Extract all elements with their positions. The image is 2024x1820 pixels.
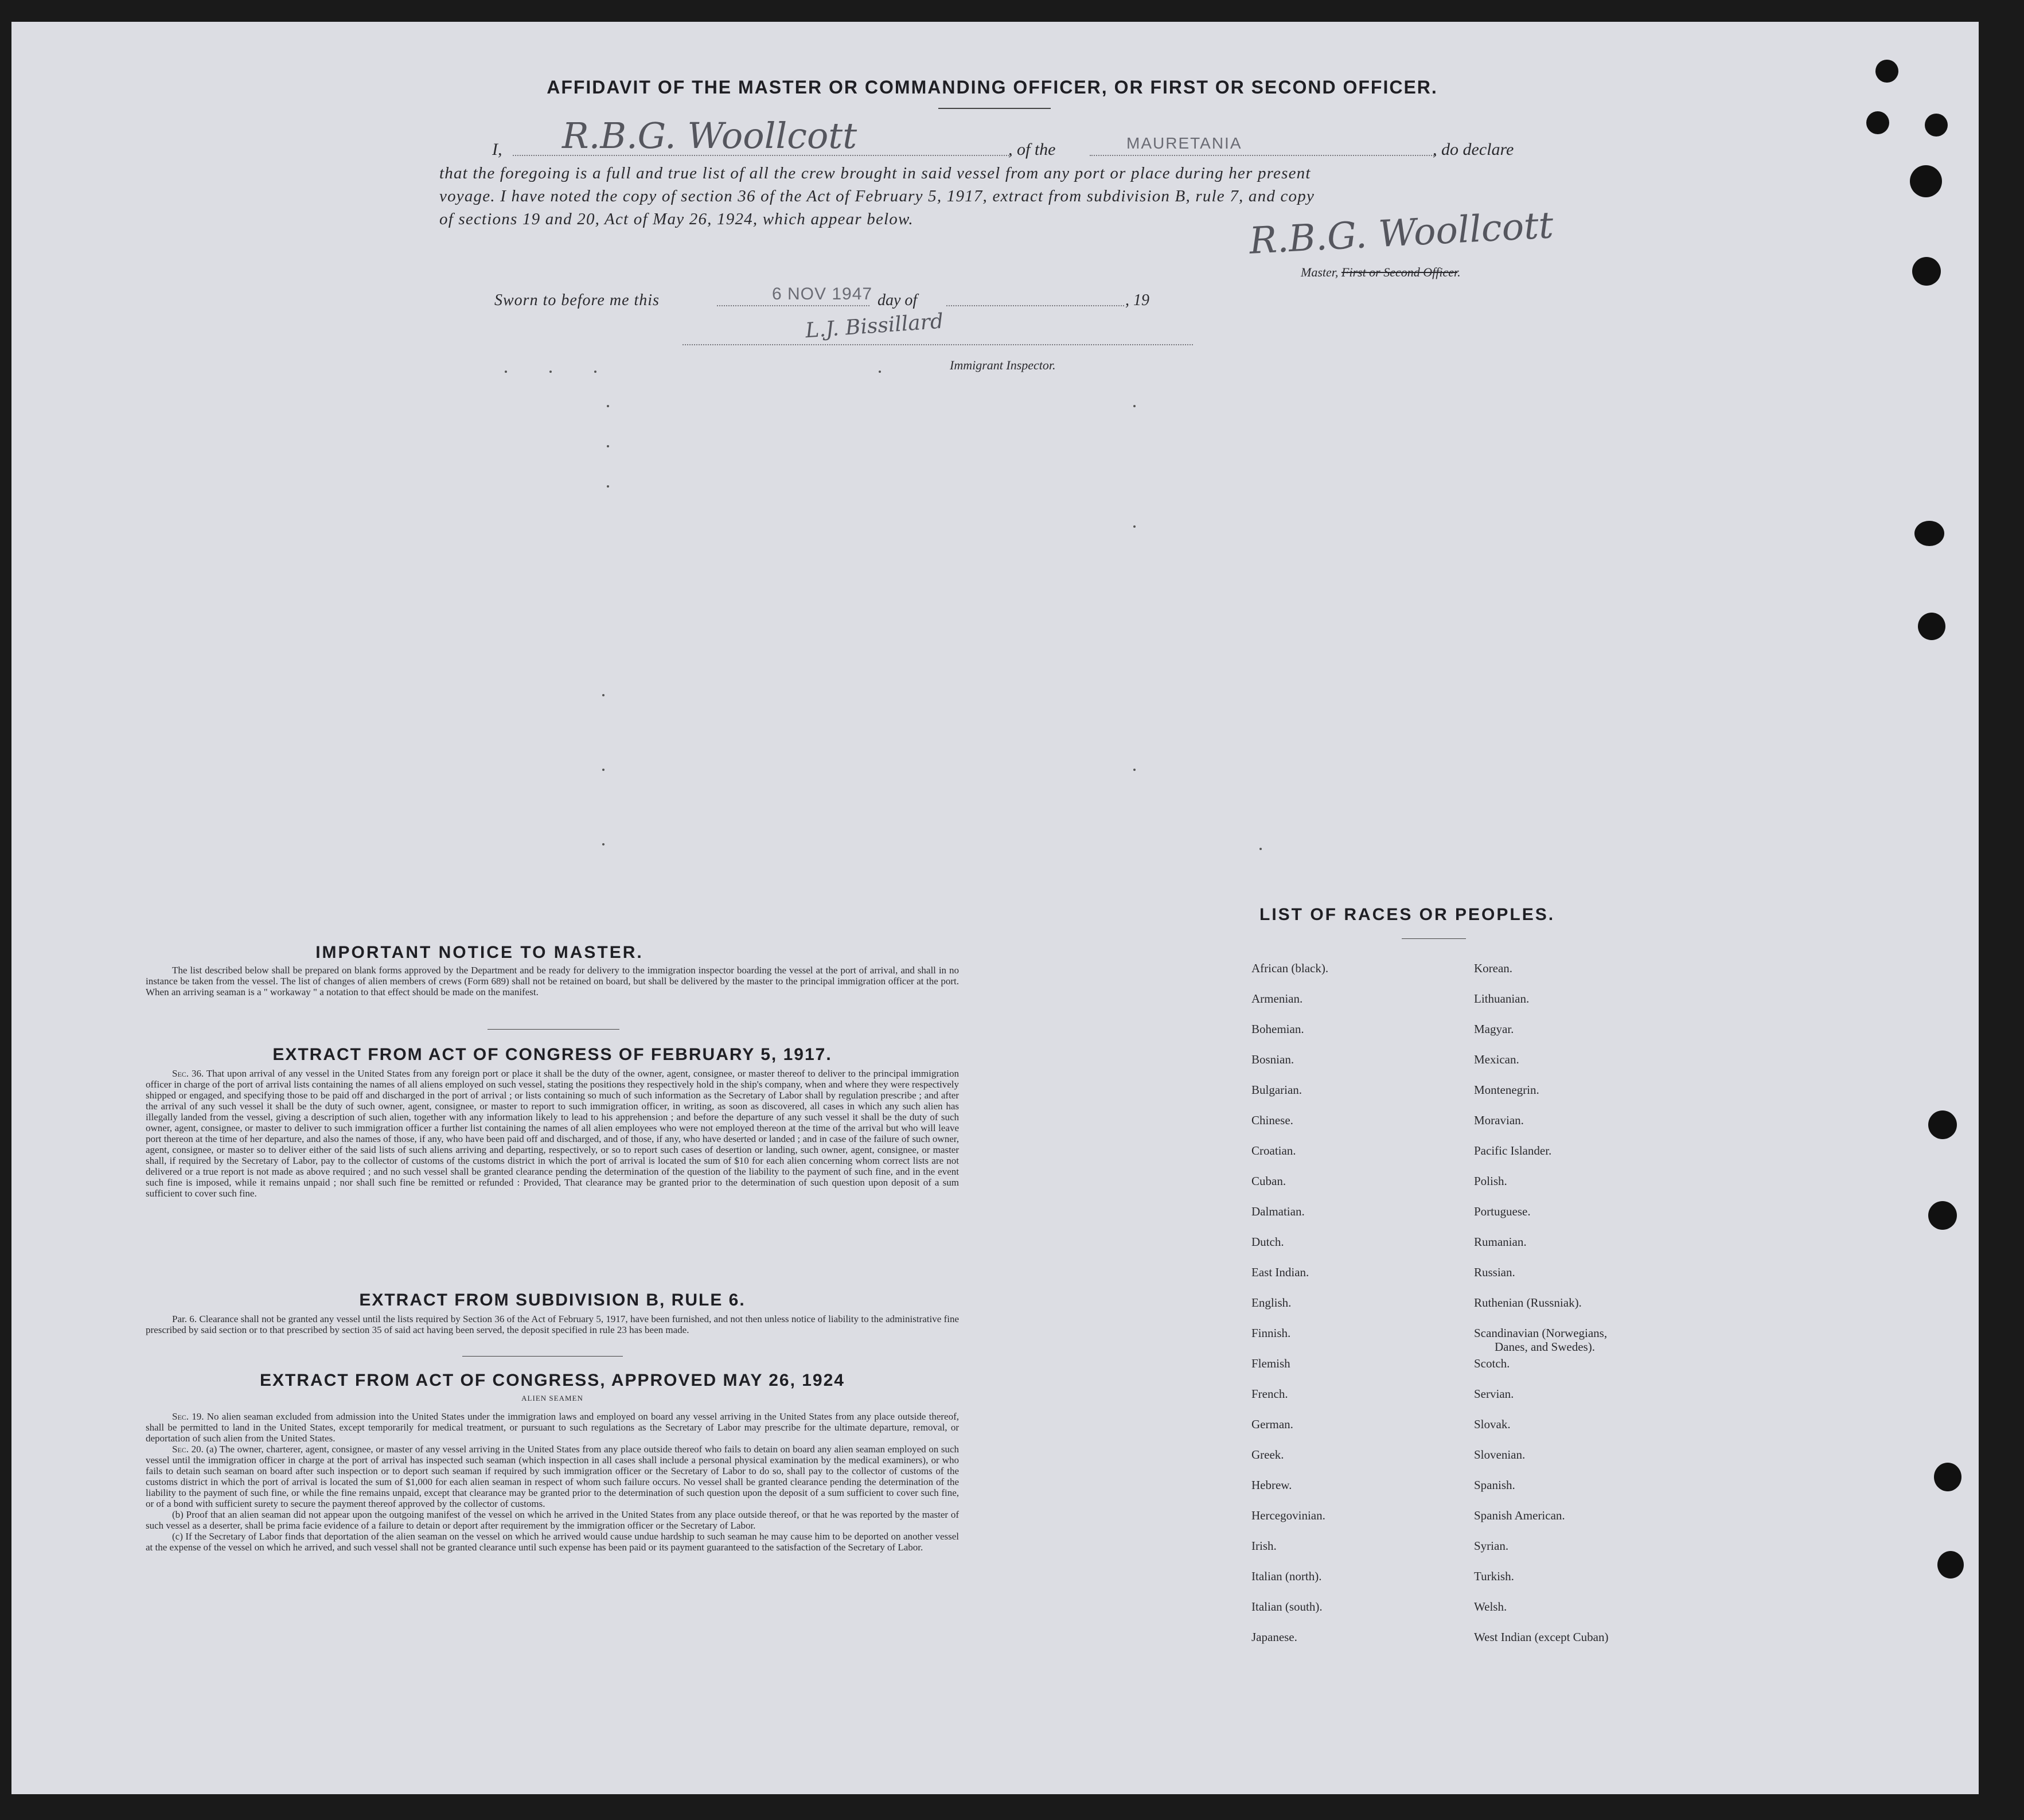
punch-hole bbox=[1875, 60, 1898, 83]
race-item: Polish. bbox=[1474, 1174, 1507, 1188]
sworn-day-blank bbox=[717, 305, 869, 306]
race-right-continuation: Danes, and Swedes). bbox=[1495, 1340, 1595, 1354]
rule-6-title: EXTRACT FROM SUBDIVISION B, RULE 6. bbox=[359, 1291, 746, 1310]
race-item: Moravian. bbox=[1474, 1113, 1524, 1127]
race-item: Lithuanian. bbox=[1474, 992, 1530, 1006]
sec-20b-text: (b) Proof that an alien seaman did not appear upon the outgoing manifest of the vessel on which he arrived in the United States from any place outside thereof, or that he was reported by the master of such vessel as a deserter, shall be prima facie evidence of a failure to detain or deport after requirement by the immigration officer or the Secretary of Labor. bbox=[146, 1509, 959, 1531]
race-item: Hebrew. bbox=[1251, 1478, 1292, 1492]
punch-hole bbox=[1866, 111, 1889, 134]
race-item: Spanish. bbox=[1474, 1478, 1515, 1492]
affidavit-line-4: of sections 19 and 20, Act of May 26, 1924, which appear below. bbox=[439, 210, 914, 228]
affidavit-title: AFFIDAVIT OF THE MASTER OR COMMANDING OFFICER, OR FIRST OR SECOND OFFICER. bbox=[547, 77, 1438, 98]
scan-mark bbox=[602, 769, 605, 771]
race-item: West Indian (except Cuban) bbox=[1474, 1630, 1609, 1644]
punch-hole bbox=[1912, 257, 1941, 286]
notice-text: The list described below shall be prepared on blank forms approved by the Department and be ready for delivery to the immigration inspector boarding the vessel at the port of arrival, and shall in no instance be taken from the vessel. The list of changes of alien members of crews (Form 689) shall not be retained on board, but shall be delivered by the master to the principal immigration officer at the port. When an arriving seaman is a " workaway " a notation to that effect should be made on the manifest. bbox=[146, 965, 959, 997]
race-item: English. bbox=[1251, 1296, 1292, 1310]
sec-20a-text: (a) The owner, charterer, agent, consignee, or master of any vessel arriving in the United States from any place outside thereof who fails to detain on board any alien seaman employed on such vessel until the immigration officer in charge at the port of arrival has inspected such seaman (which inspection in all cases shall include a personal physical examination by the medical examiners), or who fails to detain such seaman on board after such inspection or to deport such seaman if required by such immigration officer or the Secretary of Labor to do so, shall pay to the collector of customs of the customs district in which the port of arrival is located the sum of $1,000 for each alien seaman in respect of whom such failure occurs. No vessel shall be granted clearance pending the determination of the liability to the payment of such fine, or while the fine remains unpaid, except that clearance may be granted prior to the determination of such question upon the deposit of a sum sufficient to cover such fine, or of a bond with sufficient surety to secure the payment thereof approved by the collector of customs. bbox=[146, 1444, 959, 1509]
sec-36-text: That upon arrival of any vessel in the United States from any foreign port or place it shall be the duty of the owner, agent, consignee, or master thereof to deliver to the principal immigration officer in charge of the port of arrival lists containing the names of all aliens employed on such vessel, stating the positions they respectively hold in the ship's company, when and where they were respectively shipped or engaged, and specifying those to be paid off and discharged in the port of arrival ; or lists containing so much of such information as the Secretary of Labor shall by regulation prescribe ; and after the arrival of any such vessel it shall be the duty of such owner, agent, consignee, or master to report to such immigration officer, in writing, as soon as discovered, all cases in which any such alien has illegally landed from the vessel, giving a description of such alien, together with any information likely to lead to his apprehension ; and before the departure of any such vessel it shall be the duty of such owner, agent, consignee, or master to deliver to such immigration officer a further list containing the names of all alien employees who were not employed thereon at the time of the arrival but who will leave port thereon at the time of her departure, and also the names of those, if any, who have been paid off and discharged, and of those, if any, who have deserted or landed ; and in case of the failure of such owner, agent, consignee, or master so to deliver either of the said lists of such aliens arriving and departing, respectively, or so to report such cases of desertion or landing, such owner, agent, consignee, or master shall, if required by the Secretary of Labor, pay to the collector of customs of the customs district in which the port of arrival is located the sum of $10 for each alien concerning whom correct lists are not delivered or a true report is not made as above required ; and no such vessel shall be granted clearance pending the determination of the question of the liability to the payment of such fine, and in the event such fine is imposed, while it remains unpaid ; nor shall such fine be remitted or refunded : Provided, That clearance may be granted prior to the determination of such question upon deposit of a sum sufficient to cover such fine. bbox=[146, 1068, 959, 1199]
scan-mark bbox=[505, 371, 507, 373]
inspector-signature-line bbox=[683, 344, 1193, 345]
race-item: Greek. bbox=[1251, 1448, 1284, 1462]
scan-mark bbox=[1259, 848, 1262, 850]
scan-mark bbox=[549, 371, 552, 373]
race-item: Pacific Islander. bbox=[1474, 1144, 1552, 1158]
punch-hole bbox=[1925, 114, 1948, 137]
race-item: Spanish American. bbox=[1474, 1509, 1565, 1522]
par-6-label: Par. 6. bbox=[172, 1314, 197, 1324]
race-item: Dutch. bbox=[1251, 1235, 1284, 1249]
race-item: Hercegovinian. bbox=[1251, 1509, 1325, 1522]
month-blank bbox=[946, 305, 1124, 306]
rule-6-body bbox=[146, 1314, 959, 1335]
race-item: Bulgarian. bbox=[1251, 1083, 1302, 1097]
scan-mark bbox=[1133, 769, 1136, 771]
race-item: German. bbox=[1251, 1417, 1293, 1431]
scan-mark bbox=[1133, 405, 1136, 407]
race-item: Mexican. bbox=[1474, 1053, 1519, 1066]
scan-mark bbox=[879, 371, 881, 373]
sec-20c-text: (c) If the Secretary of Labor finds that deportation of the alien seaman on the vessel on which he arrived would cause undue hardship to such seaman he may cause him to be deported on another vessel at the expense of the vessel on which he arrived, and such vessel shall not be granted clearance until such expense has been paid or its payment guaranteed to the satisfaction of the Secretary of Labor. bbox=[146, 1531, 959, 1553]
extract-1924-body bbox=[146, 1411, 959, 1553]
scan-mark bbox=[607, 445, 609, 447]
race-item: Welsh. bbox=[1474, 1600, 1507, 1614]
notice-title: IMPORTANT NOTICE TO MASTER. bbox=[315, 943, 644, 962]
race-item: Flemish bbox=[1251, 1357, 1290, 1370]
vessel-name-stamp: MAURETANIA bbox=[1126, 134, 1242, 152]
divider bbox=[488, 1029, 619, 1030]
race-item: Cuban. bbox=[1251, 1174, 1286, 1188]
race-item: Slovak. bbox=[1474, 1417, 1511, 1431]
race-item: Magyar. bbox=[1474, 1022, 1514, 1036]
scan-mark bbox=[602, 694, 605, 696]
master-name-handwritten: R.B.G. Woollcott bbox=[562, 115, 857, 157]
sworn-label: Sworn to before me this bbox=[494, 291, 660, 309]
race-item: Russian. bbox=[1474, 1265, 1515, 1279]
sec-20-label: Sec. 20. bbox=[172, 1444, 204, 1455]
punch-hole bbox=[1937, 1551, 1964, 1579]
punch-hole bbox=[1934, 1463, 1961, 1491]
scan-mark bbox=[1133, 525, 1136, 528]
affidavit-line-2: that the foregoing is a full and true list of all the crew brought in said vessel from any port or place during her present bbox=[439, 164, 1311, 182]
master-label: Master, bbox=[1301, 265, 1339, 279]
sworn-date-stamp: 6 NOV 1947 bbox=[772, 285, 873, 303]
do-declare-label: , do declare bbox=[1433, 140, 1514, 159]
of-the-label: , of the bbox=[1008, 140, 1056, 159]
race-item: Servian. bbox=[1474, 1387, 1514, 1401]
race-item: Italian (south). bbox=[1251, 1600, 1323, 1614]
race-item: Montenegrin. bbox=[1474, 1083, 1539, 1097]
race-item: Portuguese. bbox=[1474, 1205, 1531, 1218]
race-item: African (black). bbox=[1251, 961, 1329, 975]
race-item: Bosnian. bbox=[1251, 1053, 1294, 1066]
race-item: Scotch. bbox=[1474, 1357, 1510, 1370]
scan-mark bbox=[607, 485, 609, 488]
race-item: French. bbox=[1251, 1387, 1288, 1401]
punch-hole bbox=[1910, 165, 1942, 197]
day-of-label: day of bbox=[878, 291, 918, 309]
punch-hole bbox=[1918, 613, 1945, 640]
race-item: Slovenian. bbox=[1474, 1448, 1526, 1462]
race-item: Croatian. bbox=[1251, 1144, 1296, 1158]
race-item: Finnish. bbox=[1251, 1326, 1291, 1340]
punch-hole bbox=[1914, 521, 1944, 546]
scan-mark bbox=[602, 843, 605, 845]
extract-1924-title: EXTRACT FROM ACT OF CONGRESS, APPROVED MAY 26, 1924 bbox=[260, 1371, 845, 1390]
sec-36-label: Sec. 36. bbox=[172, 1068, 204, 1079]
title-underline bbox=[938, 108, 1051, 109]
race-item: Armenian. bbox=[1251, 992, 1303, 1006]
punch-hole bbox=[1928, 1110, 1957, 1139]
races-title: LIST OF RACES OR PEOPLES. bbox=[1259, 905, 1555, 924]
master-signature: R.B.G. Woollcott bbox=[1248, 204, 1555, 263]
punch-hole bbox=[1928, 1201, 1957, 1230]
race-item: Chinese. bbox=[1251, 1113, 1293, 1127]
inspector-label: Immigrant Inspector. bbox=[950, 358, 1056, 372]
sec-19-text: No alien seaman excluded from admission into the United States under the immigration laws and employed on board any vessel arriving in the United States from any place outside thereof, shall be permitted to land in the United States, except temporarily for medical treatment, or pursuant to such regulations as the Secretary of Labor may prescribe for the ultimate departure, removal, or deportation of such alien from the United States. bbox=[146, 1411, 959, 1444]
race-item: Rumanian. bbox=[1474, 1235, 1527, 1249]
year-prefix: , 19 bbox=[1125, 291, 1149, 309]
race-item: Bohemian. bbox=[1251, 1022, 1304, 1036]
race-item: Dalmatian. bbox=[1251, 1205, 1305, 1218]
extract-1917-title: EXTRACT FROM ACT OF CONGRESS OF FEBRUARY 5, 1917. bbox=[272, 1045, 832, 1064]
race-item: Korean. bbox=[1474, 961, 1513, 975]
affidavit-line-3: voyage. I have noted the copy of section 36 of the Act of February 5, 1917, extract from subdivision B, rule 7, and copy bbox=[439, 187, 1315, 205]
notice-body bbox=[146, 965, 959, 997]
race-item: Italian (north). bbox=[1251, 1569, 1322, 1583]
alien-seamen-subtitle: ALIEN SEAMEN bbox=[521, 1394, 583, 1402]
divider bbox=[462, 1356, 623, 1357]
race-item: Ruthenian (Russniak). bbox=[1474, 1296, 1582, 1310]
race-item: Syrian. bbox=[1474, 1539, 1509, 1553]
race-item: Scandinavian (Norwegians, bbox=[1474, 1326, 1608, 1340]
inspector-signature: L.J. Bissillard bbox=[804, 309, 945, 343]
scan-mark bbox=[594, 371, 596, 373]
master-title-line bbox=[1301, 265, 1461, 280]
affidavit-i-label: I, bbox=[492, 140, 502, 159]
par-6-text: Clearance shall not be granted any vessel until the lists required by Section 36 of the Act of February 5, 1917, have been furnished, and not then unless notice of liability to the administrative fine prescribed by said section or to that prescribed by section 35 of said act having been served, the deposit specified in rule 23 has been made. bbox=[146, 1314, 960, 1335]
race-item: East Indian. bbox=[1251, 1265, 1309, 1279]
vessel-name-blank bbox=[1090, 155, 1436, 156]
race-item: Irish. bbox=[1251, 1539, 1277, 1553]
sec-19-label: Sec. 19. bbox=[172, 1411, 204, 1422]
races-title-underline bbox=[1402, 938, 1466, 939]
race-item: Japanese. bbox=[1251, 1630, 1297, 1644]
scan-mark bbox=[607, 405, 609, 407]
extract-1917-body bbox=[146, 1068, 959, 1199]
master-title-end: . bbox=[1457, 265, 1461, 279]
first-second-officer-struck: First or Second Officer bbox=[1341, 265, 1458, 279]
race-item: Turkish. bbox=[1474, 1569, 1514, 1583]
